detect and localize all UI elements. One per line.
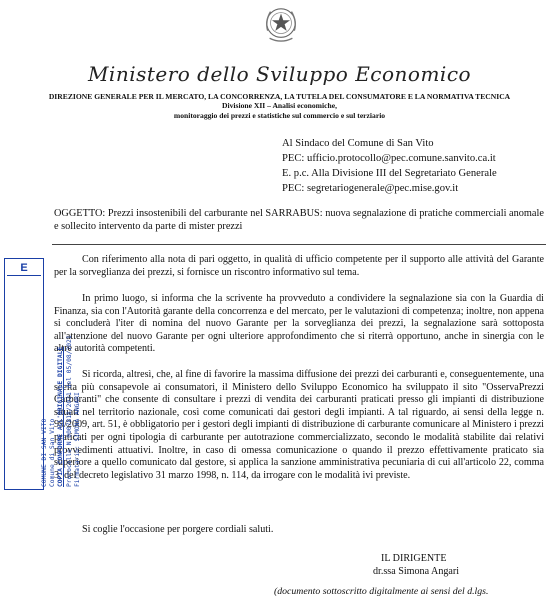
body-paragraph: In primo luogo, si informa che la scrivente ha provveduto a condividere la segnalazione sia con la Guardia di Finanza, sia con l'Autorità garante della concorrenza e del mercato, per le valutazioni di competenza; inoltre, non appena si concluderà l'iter di nomina del nuovo Garante per la sorveglianza dei prezzi, la segnalazione sarà sottoposta all'attenzione del nuovo Garante per ogni ulteriore approfondimento che si riterrà opportuno, anche in sinergia con le altre autorità competenti.	[54, 293, 544, 355]
ministry-name: Ministero dello Sviluppo Economico	[87, 62, 472, 86]
signer-title: IL DIRIGENTE	[381, 553, 447, 564]
closing-line: Si coglie l'occasione per porgere cordiali saluti.	[82, 524, 274, 535]
stamp-line: Comune di San Vito	[49, 418, 57, 487]
body-paragraph: Con riferimento alla nota di pari oggetto, in qualità di ufficio competente per il supporto alle attività del Garante per la sorveglianza dei prezzi, si fornisce un riscontro informativo sul tema.	[54, 254, 544, 278]
recipient-line: PEC: ufficio.protocollo@pec.comune.sanvito.ca.it	[282, 153, 496, 164]
protocol-stamp	[4, 258, 81, 490]
directorate-line: DIREZIONE GENERALE PER IL MERCATO, LA CONCORRENZA, LA TUTELA DEL CONSUMATORE E LA NORMATIVA TECNICA	[48, 92, 511, 101]
division-description: monitoraggio dei prezzi e statistiche sul commercio e sul terziario	[173, 111, 386, 120]
division-line: Divisione XII – Analisi economiche,	[222, 101, 337, 110]
recipient-line: Al Sindaco del Comune di San Vito	[282, 138, 434, 149]
stamp-line: COMUNE DI SAN VITO	[41, 418, 48, 487]
signer-name: dr.ssa Simona Angari	[373, 566, 460, 577]
stamp-line: Firmatario: SIMONA ANGARI	[73, 392, 81, 487]
stamp-line: Protocollo N.0007818/2021 del 05/08/2021	[65, 335, 73, 487]
digital-signature-note: (documento sottoscritto digitalmente ai sensi del d.lgs.	[274, 586, 489, 597]
recipient-line: E. p.c. Alla Divisione III del Segretariato Generale	[282, 168, 497, 179]
subject-divider	[52, 244, 546, 245]
recipient-line: PEC: segretariogenerale@pec.mise.gov.it	[282, 183, 459, 194]
italian-republic-emblem-icon	[262, 2, 300, 46]
stamp-line: COPIA CONFORME ALL'ORIGINALE DIGITALE	[57, 346, 65, 487]
stamp-text	[41, 277, 82, 487]
stamp-letter: E	[7, 261, 41, 276]
subject-line: OGGETTO: Prezzi insostenibili del carburante nel SARRABUS: nuova segnalazione di pratiche commerciali anomale e sollecito intervento da parte di mister prezzi	[54, 208, 544, 232]
body-paragraph: Si ricorda, altresì, che, al fine di favorire la massima diffusione dei prezzi dei carburanti e, conseguentemente, una scelta più consapevole ai consumatori, il Ministero dello Sviluppo Economico ha sviluppato il sito "OsservaPrezzi Carburanti" che consente di consultare i prezzi di vendita dei carburanti praticati presso gli impianti di distribuzione situati nel territorio nazionale, così come comunicati dai gestori degli impianti. A tal riguardo, ai sensi della legge n. 99/2009, art. 51, è obbligatorio per i gestori degli impianti di distribuzione di carburante comunicare al Ministero i prezzi praticati per ogni tipologia di carburante per autotrazione commercializzato, secondo le modalità stabilite dai relativi provvedimenti attuativi. Inoltre, in caso di omessa comunicazione o quando il prezzo effettivamente praticato sia superiore a quello comunicato dal gestore, si applica la sanzione amministrativa pecuniaria di cui all'articolo 22, comma 3, del decreto legislativo 31 marzo 1998, n. 114, da irrogare con le modalità ivi previste.	[54, 369, 544, 481]
